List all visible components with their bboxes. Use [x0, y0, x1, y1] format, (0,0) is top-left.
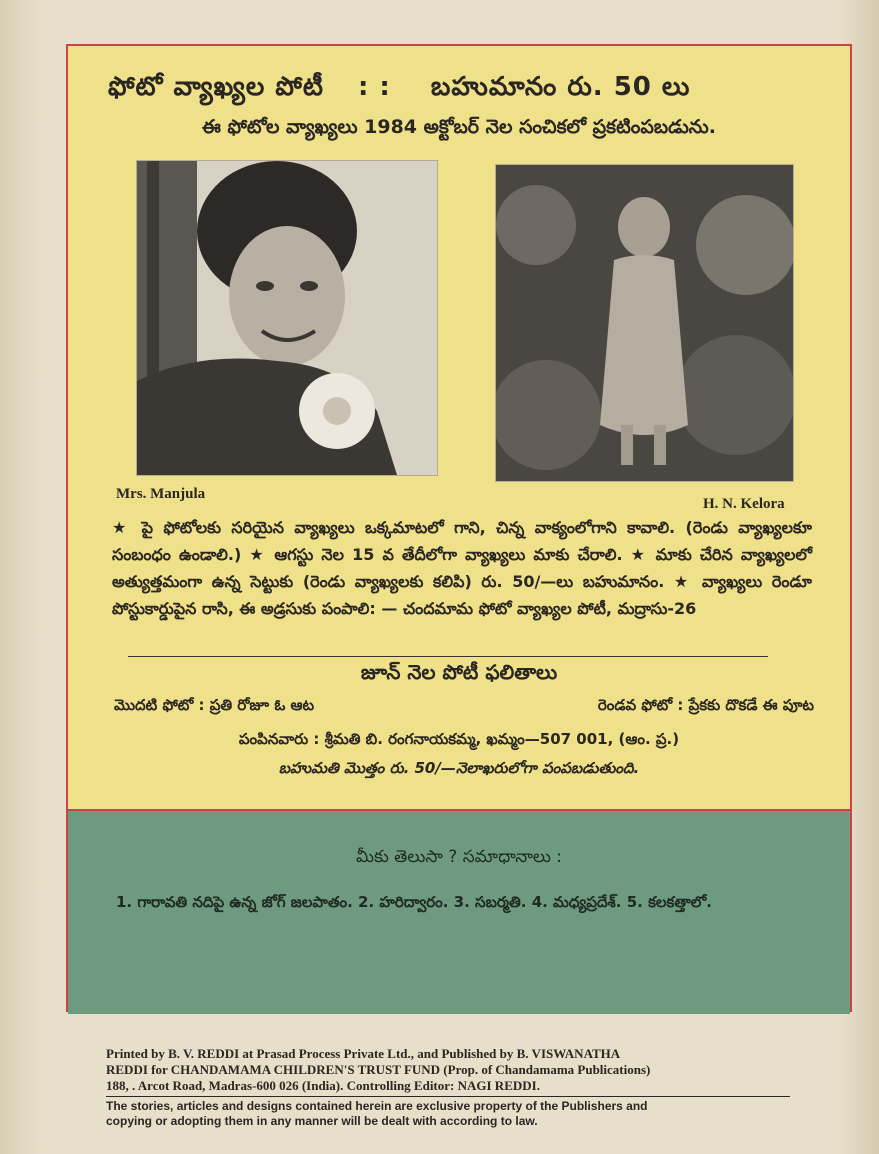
photo-credit-left: Mrs. Manjula	[116, 486, 206, 502]
imprint-line-1: Printed by B. V. REDDI at Prasad Process Private Ltd., and Published by B. VISWANATHA	[106, 1046, 621, 1061]
photo-child-standing	[495, 164, 794, 482]
photo-contest-panel	[68, 46, 850, 809]
prize-note: బహుమతి మొత్తం రు. 50/—నెలాఖరులోగా పంపబడుతుంది.	[278, 759, 640, 777]
copyright-notice-1: The stories, articles and designs contained herein are exclusive property of the Publishers and	[106, 1099, 648, 1113]
photo-girl-with-flower	[136, 160, 438, 476]
publisher-footer	[106, 1046, 790, 1129]
first-photo-result: మొదటి ఫోటో : ప్రతి రోజూ ఓ ఆట	[114, 696, 315, 714]
footer-rule	[106, 1096, 790, 1097]
contest-subtitle: ఈ ఫోటోల వ్యాఖ్యలు 1984 అక్టోబర్ నెల సంచికలో ప్రకటింపబడును.	[202, 116, 716, 138]
contest-frame	[66, 44, 852, 1012]
imprint-line-2: REDDI for CHANDAMAMA CHILDREN'S TRUST FUND (Prop. of Chandamama Publications)	[106, 1062, 651, 1077]
title-separator: : :	[357, 72, 391, 102]
contest-rules: ★ పై ఫోటోలకు సరియైన వ్యాఖ్యలు ఒక్కమాటలో గాని, చిన్న వాక్యంలోగాని కావాలి. (రెండు వ్యాఖ్యలకూ సంబంధం ఉండాలి.) ★ ఆగస్టు నెల 15 వ తేదీలోగా వ్యాఖ్యలు మాకు చేరాలి. ★ మాకు చేరిన వ్యాఖ్యలలో అత్యుత్తమంగా ఉన్న సెట్టుకు (రెండు వ్యాఖ్యలకు కలిపి) రు. 50/—లు బహుమానం. ★ వ్యాఖ్యలు రెండూ పోస్టుకార్డుపైన రాసి, ఈ అడ్రసుకు పంపాలి: — చందమామ ఫోటో వ్యాఖ్యల పోటీ, మద్రాసు-26	[112, 518, 812, 618]
second-photo-result: రెండవ ఫోటో : ప్రేకకు దొకడే ఈ పూట	[597, 696, 814, 714]
winner-name: పంపినవారు : శ్రీమతి బి. రంగనాయకమ్మ, ఖమ్మం—507 001, (ఆం. ప్ర.)	[238, 730, 680, 748]
quiz-answers: 1. గారావతి నదిపై ఉన్న జోగ్ జలపాతం. 2. హరిద్వారం. 3. సబర్మతి. 4. మధ్యప్రదేశ్. 5. కలకత్తాలో.	[116, 893, 712, 911]
quiz-title: మీకు తెలుసా ? సమాధానాలు :	[356, 847, 562, 867]
results-title: జూన్ నెల పోటీ ఫలితాలు	[360, 660, 558, 684]
photo-credit-right: H. N. Kelora	[703, 496, 785, 512]
prize-amount: బహుమానం రు. 50 లు	[430, 72, 691, 102]
section-divider	[128, 656, 768, 657]
contest-heading	[108, 72, 814, 116]
quiz-answers-panel	[68, 809, 850, 1014]
contest-title: ఫోటో వ్యాఖ్యల పోటీ	[108, 72, 324, 102]
results-row	[114, 696, 814, 718]
imprint-line-3: 188, . Arcot Road, Madras-600 026 (India). Controlling Editor: NAGI REDDI.	[106, 1078, 540, 1093]
copyright-notice-2: copying or adopting them in any manner will be dealt with according to law.	[106, 1114, 538, 1128]
